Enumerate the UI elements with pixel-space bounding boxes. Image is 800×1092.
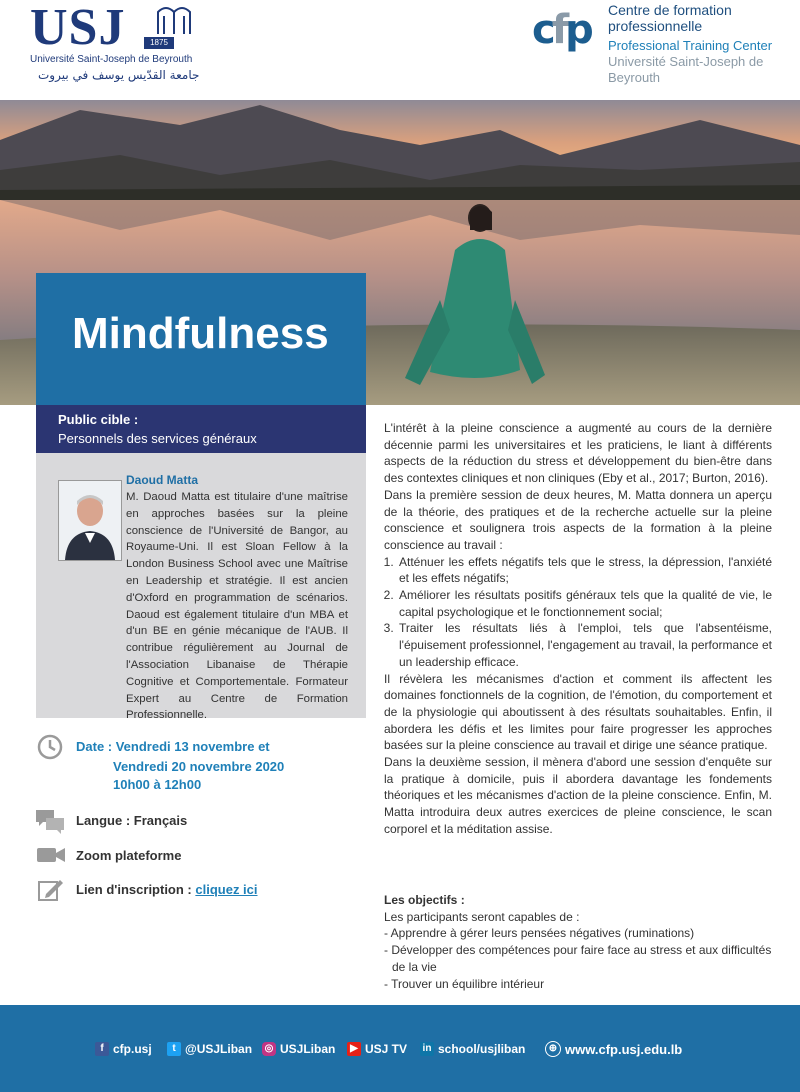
title-banner (36, 273, 366, 405)
instagram-handle: USJLiban (280, 1042, 336, 1056)
globe-icon: ⊕ (545, 1041, 561, 1057)
usj-year-badge: 1875 (144, 37, 174, 49)
speaker-name: Daoud Matta (126, 473, 198, 487)
youtube-link[interactable] (347, 1038, 407, 1060)
twitter-link[interactable] (167, 1038, 252, 1060)
instagram-link[interactable] (262, 1038, 335, 1060)
public-cible-label: Public cible : (58, 412, 139, 427)
usj-logo (30, 2, 200, 92)
youtube-icon: ▶ (347, 1042, 361, 1056)
cfp-line-2: professionnelle (608, 18, 703, 34)
list-item: - Développer des compétences pour faire face au stress et aux difficultés de la vie (384, 943, 772, 974)
cfp-line-1: Centre de formation (608, 2, 732, 18)
inscription-row (76, 882, 258, 897)
linkedin-icon: in (420, 1042, 434, 1056)
cfp-line-3: Professional Training Center (608, 38, 773, 53)
paragraph-session-1: Dans la première session de deux heures, M. Matta donnera un aperçu de la théorie, des pratiques et de la recherche actuelle sur la pleine conscience et soulignera trois aspects de la formation à la pleine conscience au travail : (384, 487, 772, 552)
facebook-icon: f (95, 1042, 109, 1056)
cfp-mark: cfp (532, 7, 590, 53)
cfp-logo (532, 2, 794, 85)
linkedin-handle: school/usjliban (438, 1042, 526, 1056)
langue-text: Langue : Français (76, 813, 188, 828)
zoom-text: Zoom plateforme (76, 848, 182, 863)
paragraph-session-2: Dans la deuxième session, il mènera d'abord une session d'enquête sur la pratique à domicile, puis il abordera davantage les fondements théoriques et les mécanismes d'action de la pleine conscience. Enfin, M. Matta introduira deux autres exercices de pleine conscience, le scan corporel et la méditation assise. (384, 755, 772, 836)
speaker-bio-text: M. Daoud Matta est titulaire d'une maîtrise en approches basées sur la pleine conscience de l'Université de Bangor, au Royaume-Uni. Il est Sloan Fellow à la London Business School avec une Maîtrise en Leadership et stratégie. Il est ancien d'Oxford en programmation de scénarios. Daoud est également titulaire d'un MBA et d'un BE en génie mécanique de l'AUB. Il contribue régulièrement au Journal de l'Association Libanaise de Thérapie Cognitive et Comportementale. Formateur Expert au Centre de Formation Professionnelle. (126, 491, 348, 722)
objectives-list (384, 925, 772, 992)
objectives-title: Les objectifs : (384, 893, 465, 907)
time-range: 10h00 à 12h00 (113, 777, 202, 792)
list-item: - Apprendre à gérer leurs pensées négatives (ruminations) (384, 926, 695, 941)
description-column (384, 420, 772, 838)
list-item: 2. Améliorer les résultats positifs généraux tels que la qualité de vie, le capital psychologique et le fonctionnement social; (397, 587, 772, 620)
inscription-label: Lien d'inscription : (76, 882, 196, 897)
twitter-handle: @USJLiban (185, 1042, 253, 1056)
date-line-1: Date : Vendredi 13 novembre et (76, 739, 270, 754)
website-link[interactable] (545, 1038, 682, 1060)
speaker-bio-box (36, 453, 366, 722)
page-title: Mindfulness (72, 309, 329, 358)
twitter-icon: t (167, 1042, 181, 1056)
register-link[interactable]: cliquez ici (195, 882, 258, 897)
usj-logo-text: USJ (30, 0, 126, 56)
public-cible-value: Personnels des services généraux (58, 431, 257, 446)
usj-arabic-name: جامعة القدّيس يوسف في بيروت (38, 68, 200, 82)
youtube-handle: USJ TV (365, 1042, 408, 1056)
list-item: 3. Traiter les résultats liés à l'emploi, tels que l'absentéisme, l'épuisement professionnel, l'engagement au travail, la performance et un leadership efficace. (397, 620, 772, 670)
footer-bar (0, 1005, 800, 1092)
usj-full-name: Université Saint-Joseph de Beyrouth (30, 54, 193, 65)
aspects-list (384, 554, 772, 671)
facebook-link[interactable] (95, 1038, 152, 1060)
objectives-intro: Les participants seront capables de : (384, 909, 580, 924)
instagram-icon: ◎ (262, 1042, 276, 1056)
clock-icon (36, 733, 64, 761)
objectives-section (384, 892, 772, 992)
date-line-2: Vendredi 20 novembre 2020 (113, 759, 285, 774)
cfp-line-4: Université Saint-Joseph de Beyrouth (608, 54, 764, 85)
edit-pencil-icon (38, 878, 64, 902)
paragraph-mechanisms: Il révèlera les mécanismes d'action et comment ils affectent les domaines fonctionnels de la cognition, de l'émotion, du comportement et de la physiologie qui aboutissent à des résultats souhaitables. Enfin, il abordera les défis et les limites pour faire progresser les approches basées sur la pleine conscience au travail et dirige une séance pratique. (384, 671, 772, 753)
video-camera-icon (36, 845, 66, 865)
speech-bubbles-icon (34, 808, 66, 834)
public-cible-box (36, 405, 366, 453)
facebook-handle: cfp.usj (113, 1042, 152, 1056)
list-item: - Trouver un équilibre intérieur (384, 976, 545, 991)
paragraph-intro: L'intérêt à la pleine conscience a augmenté au cours de la dernière décennie parmi les universitaires et les praticiens, le liant à différents aspects de la réduction du stress et développement du bien-être dans des contextes cliniques et non cliniques (Eby et al., 2017; Burton, 2016). (384, 421, 772, 486)
speaker-photo (58, 480, 122, 561)
usj-emblem-icon (152, 4, 196, 36)
website-url: www.cfp.usj.edu.lb (565, 1041, 683, 1057)
linkedin-link[interactable] (420, 1038, 525, 1060)
list-item: 1. Atténuer les effets négatifs tels que le stress, la dépression, l'anxiété et les effets négatifs; (397, 554, 772, 587)
